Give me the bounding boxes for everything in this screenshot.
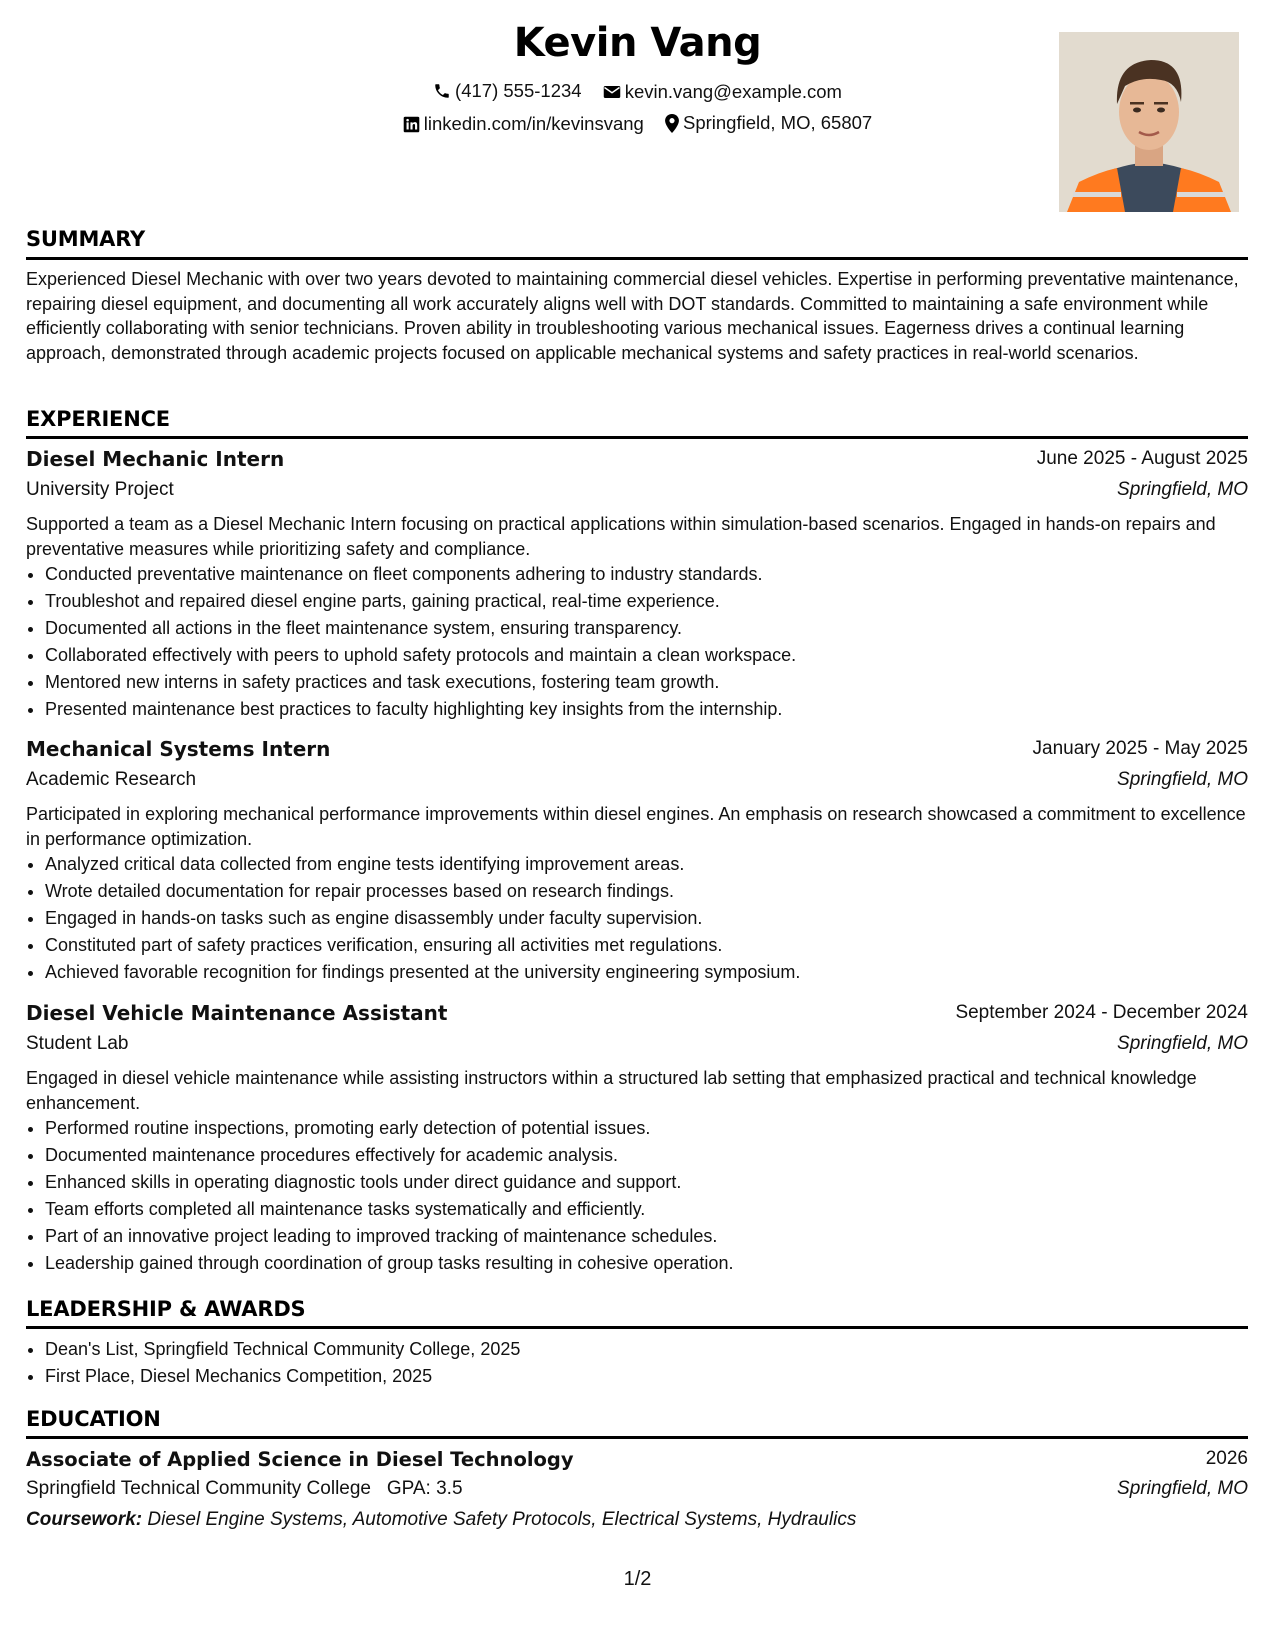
linkedin-icon <box>403 116 420 133</box>
degree-title: Associate of Applied Science in Diesel Technology <box>26 1448 574 1471</box>
summary-heading: SUMMARY <box>26 227 146 251</box>
job-description: Participated in exploring mechanical performance improvements within diesel engines. An emphasis on research showcased a commitment to excellence in performance optimization. <box>26 804 1246 849</box>
linkedin-contact[interactable] <box>403 113 644 135</box>
job-description: Engaged in diesel vehicle maintenance while assisting instructors within a structured lab setting that emphasized practical and technical knowledge enhancement. <box>26 1068 1197 1113</box>
job-organization: Student Lab <box>26 1033 129 1054</box>
list-item: • Enhanced skills in operating diagnostic tools under direct guidance and support. <box>45 1169 1267 1196</box>
job-organization: University Project <box>26 479 174 500</box>
job-dates: June 2025 - August 2025 <box>1036 448 1248 469</box>
school-location: Springfield, MO <box>1117 1478 1248 1499</box>
email-icon <box>603 84 621 100</box>
awards-divider <box>26 1326 1248 1329</box>
list-item: • Performed routine inspections, promoting early detection of potential issues. <box>45 1115 1267 1142</box>
experience-heading: EXPERIENCE <box>26 407 170 431</box>
list-item: • Engaged in hands-on tasks such as engine disassembly under faculty supervision. <box>45 905 1267 932</box>
profile-photo <box>1059 32 1239 212</box>
list-item: • Leadership gained through coordination of group tasks resulting in cohesive operation. <box>45 1250 1267 1277</box>
phone-text: (417) 555-1234 <box>455 80 582 101</box>
job-bullets <box>26 851 1267 986</box>
job-dates: January 2025 - May 2025 <box>1032 738 1248 759</box>
list-item: • First Place, Diesel Mechanics Competition, 2025 <box>45 1363 1267 1390</box>
gpa: GPA: 3.5 <box>386 1478 463 1499</box>
job-location: Springfield, MO <box>1117 479 1248 500</box>
list-item: • Achieved favorable recognition for findings presented at the university engineering symposium. <box>45 959 1267 986</box>
list-item: • Troubleshot and repaired diesel engine parts, gaining practical, real-time experience. <box>45 588 1267 615</box>
graduation-year: 2026 <box>1205 1448 1248 1469</box>
school-line <box>26 1478 463 1500</box>
school-name: Springfield Technical Community College <box>26 1478 371 1499</box>
education-divider <box>26 1436 1248 1439</box>
job-location: Springfield, MO <box>1117 1033 1248 1054</box>
coursework-label: Coursework: <box>26 1509 143 1530</box>
coursework-list: Diesel Engine Systems, Automotive Safety Protocols, Electrical Systems, Hydraulics <box>147 1509 857 1530</box>
email-contact[interactable] <box>603 81 842 103</box>
job-title: Diesel Mechanic Intern <box>26 447 285 471</box>
job-location: Springfield, MO <box>1117 769 1248 790</box>
list-item: • Collaborated effectively with peers to uphold safety protocols and maintain a clean workspace. <box>45 642 1267 669</box>
list-item: • Part of an innovative project leading to improved tracking of maintenance schedules. <box>45 1223 1267 1250</box>
list-item: • Analyzed critical data collected from engine tests identifying improvement areas. <box>45 851 1267 878</box>
list-item: • Documented all actions in the fleet maintenance system, ensuring transparency. <box>45 615 1267 642</box>
location-contact <box>665 112 872 134</box>
location-text: Springfield, MO, 65807 <box>682 112 873 133</box>
location-icon <box>665 114 679 133</box>
awards-heading: LEADERSHIP & AWARDS <box>26 1297 306 1321</box>
email-text: kevin.vang@example.com <box>624 81 842 102</box>
list-item: • Dean's List, Springfield Technical Community College, 2025 <box>45 1336 1267 1363</box>
person-portrait-icon <box>1059 32 1239 212</box>
summary-text: Experienced Diesel Mechanic with over two years devoted to maintaining commercial diesel vehicles. Expertise in performing preventative maintenance, repairing diesel equipment, and documenting all work accurately aligns well with DOT standards. Committed to maintaining a safe environment while efficiently collaborating with senior technicians. Proven ability in troubleshooting various mechanical issues. Eagerness drives a continual learning approach, demonstrated through academic projects focused on applicable mechanical systems and safety practices in real-world scenarios. <box>26 269 1239 363</box>
summary-divider <box>26 257 1248 260</box>
candidate-name: Kevin Vang <box>513 20 762 66</box>
list-item: • Team efforts completed all maintenance tasks systematically and efficiently. <box>45 1196 1267 1223</box>
job-bullets <box>26 1115 1267 1277</box>
list-item: • Conducted preventative maintenance on fleet components adhering to industry standards. <box>45 561 1267 588</box>
job-dates: September 2024 - December 2024 <box>955 1002 1248 1023</box>
list-item: • Mentored new interns in safety practices and task executions, fostering team growth. <box>45 669 1267 696</box>
phone-icon <box>433 82 451 100</box>
coursework-line <box>26 1509 856 1531</box>
list-item: • Constituted part of safety practices verification, ensuring all activities met regulations. <box>45 932 1267 959</box>
education-heading: EDUCATION <box>26 1407 161 1431</box>
phone-contact <box>433 80 582 102</box>
job-description: Supported a team as a Diesel Mechanic Intern focusing on practical applications within simulation-based scenarios. Engaged in hands-on repairs and preventative measures while prioritizing safety and compliance. <box>26 514 1216 559</box>
linkedin-text: linkedin.com/in/kevinsvang <box>423 113 644 134</box>
job-title: Mechanical Systems Intern <box>26 737 331 761</box>
experience-divider <box>26 436 1248 439</box>
list-item: • Wrote detailed documentation for repair processes based on research findings. <box>45 878 1267 905</box>
job-organization: Academic Research <box>26 769 197 790</box>
awards-list <box>26 1336 1267 1390</box>
job-title: Diesel Vehicle Maintenance Assistant <box>26 1001 448 1025</box>
job-bullets <box>26 561 1267 723</box>
list-item: • Documented maintenance procedures effectively for academic analysis. <box>45 1142 1267 1169</box>
list-item: • Presented maintenance best practices to faculty highlighting key insights from the internship. <box>45 696 1267 723</box>
page-number: 1/2 <box>623 1568 652 1590</box>
